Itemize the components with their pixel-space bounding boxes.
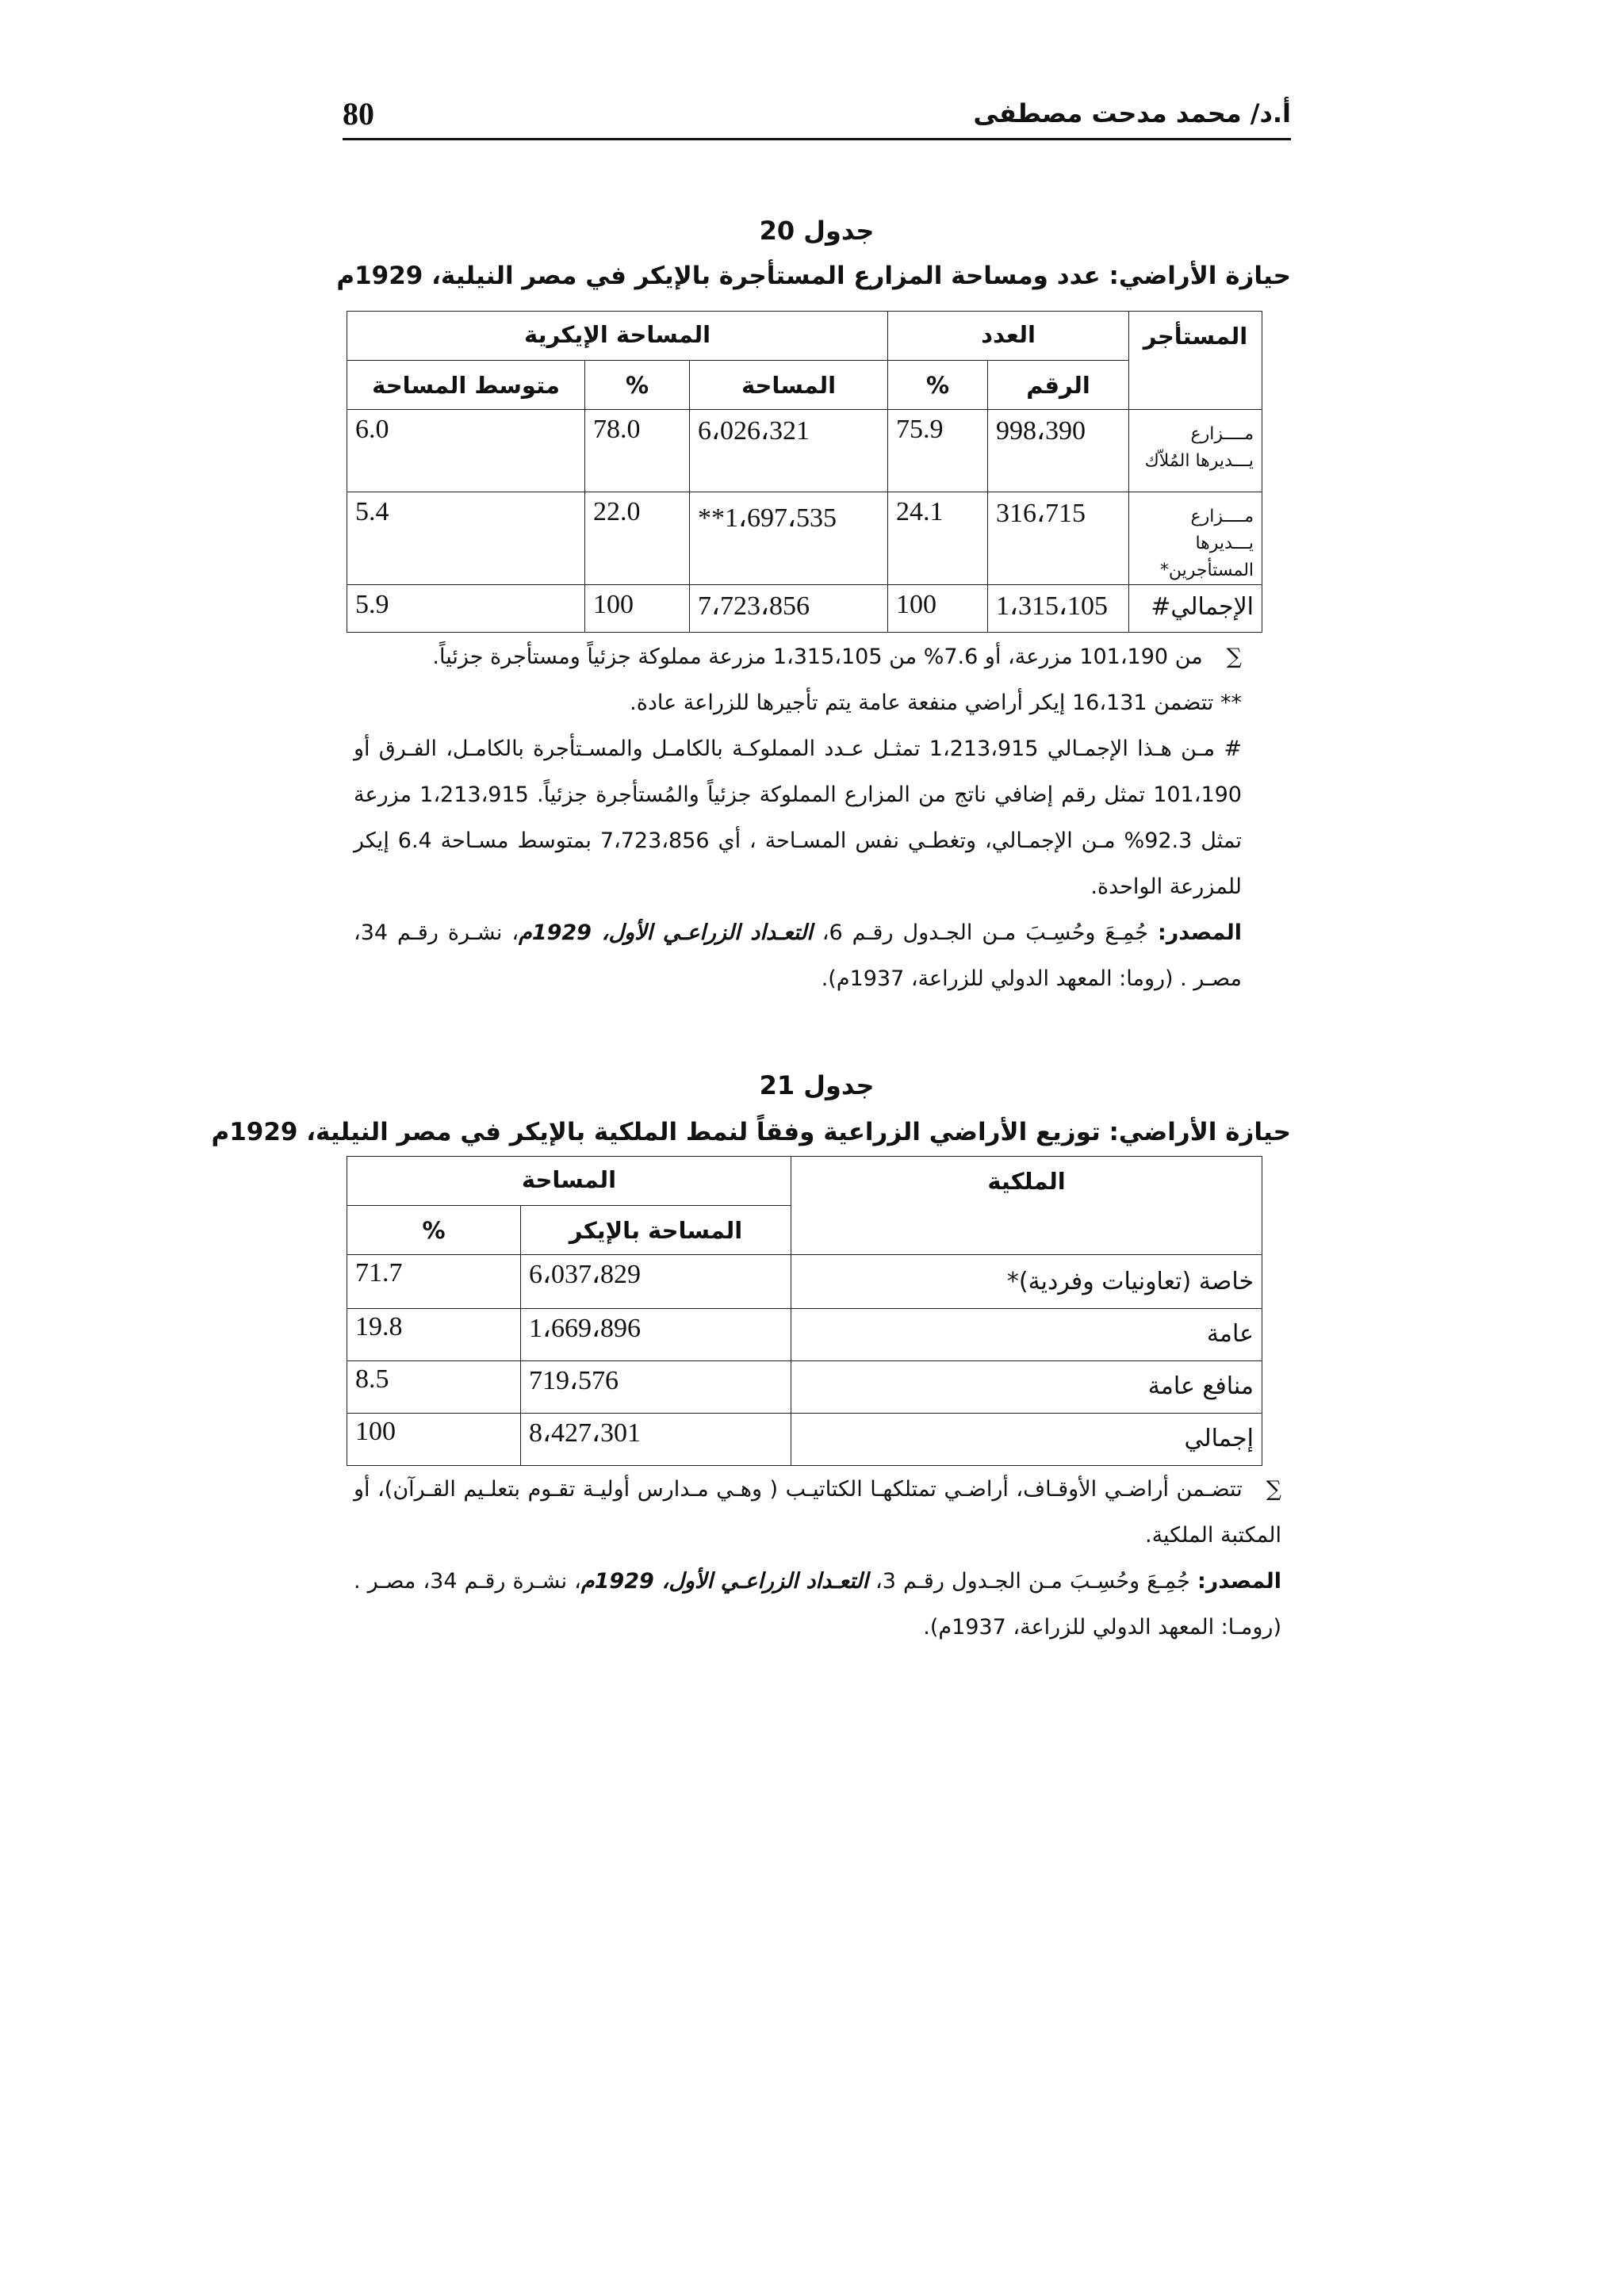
table21-notes: [354, 1467, 1281, 1651]
table-row: [347, 1414, 1262, 1466]
table-row: [347, 1255, 1262, 1309]
col-count-header: العدد: [888, 312, 1129, 361]
table21-number: جدول 21: [759, 1070, 875, 1100]
cell-area: 6،026،321: [690, 410, 888, 492]
cell-avg: 6.0: [347, 410, 585, 492]
cell-number: 998،390: [988, 410, 1129, 492]
table20-title: حيازة الأراضي: عدد ومساحة المزارع المستأجرة بالإيكر في مصر النيلية، 1929م: [336, 262, 1291, 290]
sub-area-acre-header: المساحة بالإيكر: [521, 1206, 791, 1255]
note-item: # مـن هـذا الإجمـالي 1،213،915 تمثـل عـدد المملوكـة بالكامـل والمسـتأجرة بالكامـل، الفـرق أو 101،190 تمثل رقم إضافي ناتج من المزارع المملوكة جزئياً والمُستأجرة جزئياً. 1،213،915 مزرعة تمثل 92.3% مـن الإجمـالي، وتغطـي نفس المسـاحة ، أي 7،723،856 بمتوسط مسـاحة 6.4 إيكر للمزرعة الواحدة.: [354, 737, 1242, 899]
table-row: [347, 492, 1262, 585]
sub-pct-header: %: [888, 361, 988, 410]
cell-area: **1،697،535: [690, 492, 888, 585]
table-row: [347, 1309, 1262, 1361]
cell-pct: 71.7: [347, 1255, 521, 1309]
row-label: منافع عامة: [791, 1361, 1262, 1414]
cell-area: 7،723،856: [690, 585, 888, 633]
table21-title: حيازة الأراضي: توزيع الأراضي الزراعية وفقاً لنمط الملكية بالإيكر في مصر النيلية، 1929م: [211, 1118, 1291, 1146]
cell-number: 1،315،105: [988, 585, 1129, 633]
source-text: ، نشـرة رقـم 34، مصـر . (رومـا: المعهد الدولي للزراعة، 1937م).: [354, 1569, 1281, 1640]
sigma-symbol: ∑: [1266, 1477, 1281, 1502]
col-area-header: المساحة: [347, 1157, 791, 1206]
source-text: ، نشـرة رقـم 34، مصـر . (روما: المعهد الدولي للزراعة، 1937م).: [354, 920, 1242, 991]
sub-area-header: المساحة: [690, 361, 888, 410]
cell-area: 719،576: [521, 1361, 791, 1414]
note-text: من 101،190 مزرعة، أو 7.6% من 1،315،105 مزرعة مملوكة جزئياً ومستأجرة جزئياً.: [432, 645, 1203, 669]
cell-pct: 19.8: [347, 1309, 521, 1361]
cell-number: 316،715: [988, 492, 1129, 585]
row-label: مــــزارع يـــديرها المُلاّك: [1129, 410, 1262, 492]
cell-pct: 100: [347, 1414, 521, 1466]
note-item: ** تتضمن 16،131 إيكر أراضي منفعة عامة يتم تأجيرها للزراعة عادة.: [630, 691, 1242, 715]
table21: [347, 1156, 1262, 1466]
cell-pct: 8.5: [347, 1361, 521, 1414]
row-label: الإجمالي#: [1129, 585, 1262, 633]
source-label: المصدر:: [1157, 920, 1243, 945]
source-label: المصدر:: [1197, 1569, 1282, 1594]
cell-avg: 5.4: [347, 492, 585, 585]
note-item: [354, 634, 1242, 680]
note-item: [354, 1467, 1281, 1559]
table20-number: جدول 20: [759, 216, 875, 246]
source-text: جُمِـعَ وحُسِـبَ مـن الجـدول رقـم 3،: [868, 1569, 1197, 1594]
page-number: 80: [343, 96, 374, 132]
page-header: [343, 95, 1291, 140]
cell-area-pct: 78.0: [585, 410, 690, 492]
sub-number-header: الرقم: [988, 361, 1129, 410]
source-book: التعـداد الزراعـي الأول، 1929م: [519, 920, 813, 945]
row-label: خاصة (تعاونيات وفردية)*: [791, 1255, 1262, 1309]
col-ownership-header: الملكية: [791, 1157, 1262, 1255]
cell-area: 8،427،301: [521, 1414, 791, 1466]
source-book: التعـداد الزراعـي الأول، 1929م: [580, 1569, 868, 1594]
table-row: [347, 585, 1262, 633]
row-label: عامة: [791, 1309, 1262, 1361]
cell-avg: 5.9: [347, 585, 585, 633]
table-row: [347, 1361, 1262, 1414]
cell-area: 6،037،829: [521, 1255, 791, 1309]
cell-pct: 75.9: [888, 410, 988, 492]
sub-avg-header: متوسط المساحة: [347, 361, 585, 410]
cell-pct: 100: [888, 585, 988, 633]
sigma-symbol: ∑: [1226, 645, 1242, 669]
col-area-header: المساحة الإيكرية: [347, 312, 888, 361]
sub-pct-header: %: [347, 1206, 521, 1255]
col-tenant-header: المستأجر: [1129, 312, 1262, 410]
table20-notes: [354, 634, 1242, 1002]
author-name: أ.د/ محمد مدحت مصطفى: [973, 98, 1291, 128]
source-note: [354, 1559, 1281, 1651]
cell-area-pct: 22.0: [585, 492, 690, 585]
note-text: تتضـمن أراضـي الأوقـاف، أراضـي تمتلكهـا الكتاتيـب ( وهـي مـدارس أوليـة تقـوم بتعلـيم القـرآن)، أو المكتبة الملكية.: [354, 1477, 1281, 1548]
cell-pct: 24.1: [888, 492, 988, 585]
source-text: جُمِـعَ وحُسِـبَ مـن الجـدول رقـم 6،: [812, 920, 1158, 945]
sub-area-pct-header: %: [585, 361, 690, 410]
row-label: إجمالي: [791, 1414, 1262, 1466]
row-label: مــــزارع يـــديرها المستأجرين*: [1129, 492, 1262, 585]
source-note: [354, 910, 1242, 1002]
table-row: [347, 410, 1262, 492]
table20: [347, 311, 1262, 633]
cell-area-pct: 100: [585, 585, 690, 633]
cell-area: 1،669،896: [521, 1309, 791, 1361]
